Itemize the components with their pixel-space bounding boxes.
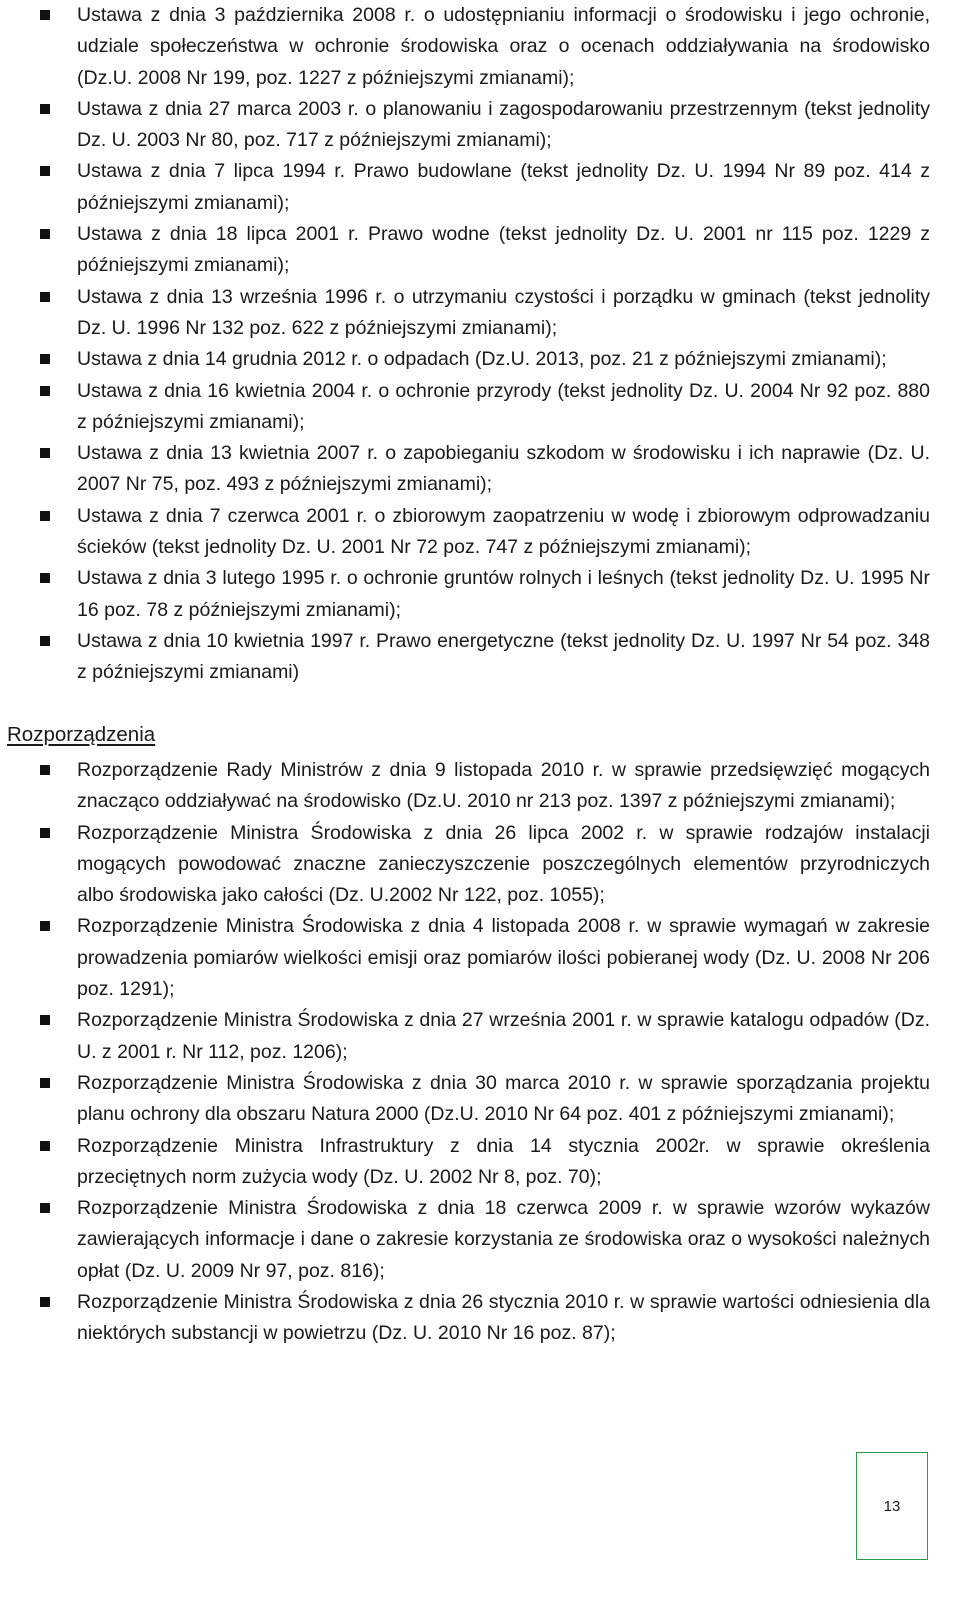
page-number: 13 [883,1497,901,1515]
regulation-item [0,1005,960,1068]
regulation-item-text: Rozporządzenie Ministra Środowiska z dnia 30 marca 2010 r. w sprawie sporządzania projektu planu ochrony dla obszaru Natura 2000 (Dz.U. 2010 Nr 64 poz. 401 z późniejszymi zmianami); [77,1071,930,1126]
square-bullet-icon [40,828,50,838]
law-item [0,282,960,345]
square-bullet-icon [40,354,50,364]
law-item-text: Ustawa z dnia 27 marca 2003 r. o planowaniu i zagospodarowaniu przestrzennym (tekst jednolity Dz. U. 2003 Nr 80, poz. 717 z późniejszymi zmianami); [77,97,930,152]
laws-list [0,0,960,689]
square-bullet-icon [40,292,50,302]
square-bullet-icon [40,1297,50,1307]
law-item-text: Ustawa z dnia 13 września 1996 r. o utrzymaniu czystości i porządku w gminach (tekst jednolity Dz. U. 1996 Nr 132 poz. 622 z późniejszymi zmianami); [77,285,930,339]
law-item-text: Ustawa z dnia 7 czerwca 2001 r. o zbiorowym zaopatrzeniu w wodę i zbiorowym odprowadzaniu ścieków (tekst jednolity Dz. U. 2001 Nr 72 poz. 747 z późniejszymi zmianami); [77,504,930,559]
regulation-item [0,1193,960,1287]
regulation-item-text: Rozporządzenie Ministra Środowiska z dnia 18 czerwca 2009 r. w sprawie wzorów wykazów zawierających informacje i dane o zakresie korzystania ze środowiska oraz o wysokości należnych opłat (Dz. U. 2009 Nr 97, poz. 816); [77,1197,930,1282]
square-bullet-icon [40,386,50,396]
law-item-text: Ustawa z dnia 10 kwietnia 1997 r. Prawo energetyczne (tekst jednolity Dz. U. 1997 Nr 54 poz. 348 z późniejszymi zmianami) [77,629,930,684]
square-bullet-icon [40,1015,50,1025]
law-item-text: Ustawa z dnia 7 lipca 1994 r. Prawo budowlane (tekst jednolity Dz. U. 1994 Nr 89 poz. 414 z późniejszymi zmianami); [77,160,930,214]
section-heading: Rozporządzenia [7,723,156,746]
law-item-text: Ustawa z dnia 18 lipca 2001 r. Prawo wodne (tekst jednolity Dz. U. 2001 nr 115 poz. 1229 z późniejszymi zmianami); [77,223,930,277]
regulation-item-text: Rozporządzenie Ministra Środowiska z dnia 4 listopada 2008 r. w sprawie wymagań w zakresie prowadzenia pomiarów wielkości emisji oraz pomiarów ilości pobieranej wody (Dz. U. 2008 Nr 206 poz. 1291); [77,915,930,1001]
law-item [0,94,960,157]
law-item [0,626,960,689]
square-bullet-icon [40,10,50,20]
square-bullet-icon [40,448,50,458]
law-item [0,501,960,564]
page-number-box [856,1452,928,1560]
law-item [0,438,960,501]
square-bullet-icon [40,1203,50,1213]
regulation-item [0,755,960,818]
square-bullet-icon [40,1141,50,1151]
square-bullet-icon [40,166,50,176]
regulations-list [0,755,960,1350]
law-item [0,156,960,219]
square-bullet-icon [40,229,50,239]
law-item-text: Ustawa z dnia 14 grudnia 2012 r. o odpadach (Dz.U. 2013, poz. 21 z późniejszymi zmianami); [77,348,887,371]
regulation-item [0,1287,960,1350]
square-bullet-icon [40,765,50,775]
law-item [0,376,960,439]
regulation-item [0,1131,960,1194]
regulation-item [0,818,960,912]
square-bullet-icon [40,921,50,931]
law-item-text: Ustawa z dnia 3 października 2008 r. o udostępnianiu informacji o środowisku i jego ochronie, udziale społeczeństwa w ochronie środowiska oraz o ocenach oddziaływania na środowisko (Dz.U. 2008 Nr 199, poz. 1227 z późniejszymi zmianami); [77,4,930,89]
law-item-text: Ustawa z dnia 13 kwietnia 2007 r. o zapobieganiu szkodom w środowisku i ich naprawie (Dz. U. 2007 Nr 75, poz. 493 z późniejszymi zmianami); [77,442,930,496]
square-bullet-icon [40,104,50,114]
square-bullet-icon [40,573,50,583]
law-item-text: Ustawa z dnia 16 kwietnia 2004 r. o ochronie przyrody (tekst jednolity Dz. U. 2004 Nr 92 poz. 880 z późniejszymi zmianami); [77,379,930,433]
law-item-text: Ustawa z dnia 3 lutego 1995 r. o ochronie gruntów rolnych i leśnych (tekst jednolity Dz. U. 1995 Nr 16 poz. 78 z późniejszymi zmianami); [77,567,930,621]
regulation-item-text: Rozporządzenie Ministra Infrastruktury z dnia 14 stycznia 2002r. w sprawie określenia przeciętnych norm zużycia wody (Dz. U. 2002 Nr 8, poz. 70); [77,1134,930,1188]
regulation-item [0,911,960,1005]
square-bullet-icon [40,511,50,521]
square-bullet-icon [40,636,50,646]
regulation-item-text: Rozporządzenie Ministra Środowiska z dnia 27 września 2001 r. w sprawie katalogu odpadów (Dz. U. z 2001 r. Nr 112, poz. 1206); [77,1009,930,1063]
law-item [0,563,960,626]
law-item [0,0,960,94]
regulation-item [0,1068,960,1131]
regulation-item-text: Rozporządzenie Ministra Środowiska z dnia 26 lipca 2002 r. w sprawie rodzajów instalacji mogących powodować znaczne zanieczyszczenie poszczególnych elementów przyrodniczych albo środowiska jako całości (Dz. U.2002 Nr 122, poz. 1055); [77,821,930,907]
law-item [0,344,960,375]
regulation-item-text: Rozporządzenie Rady Ministrów z dnia 9 listopada 2010 r. w sprawie przedsięwzięć mogących znacząco oddziaływać na środowisko (Dz.U. 2010 nr 213 poz. 1397 z późniejszymi zmianami); [77,759,930,813]
square-bullet-icon [40,1078,50,1088]
law-item [0,219,960,282]
regulation-item-text: Rozporządzenie Ministra Środowiska z dnia 26 stycznia 2010 r. w sprawie wartości odniesienia dla niektórych substancji w powietrzu (Dz. U. 2010 Nr 16 poz. 87); [77,1291,930,1345]
